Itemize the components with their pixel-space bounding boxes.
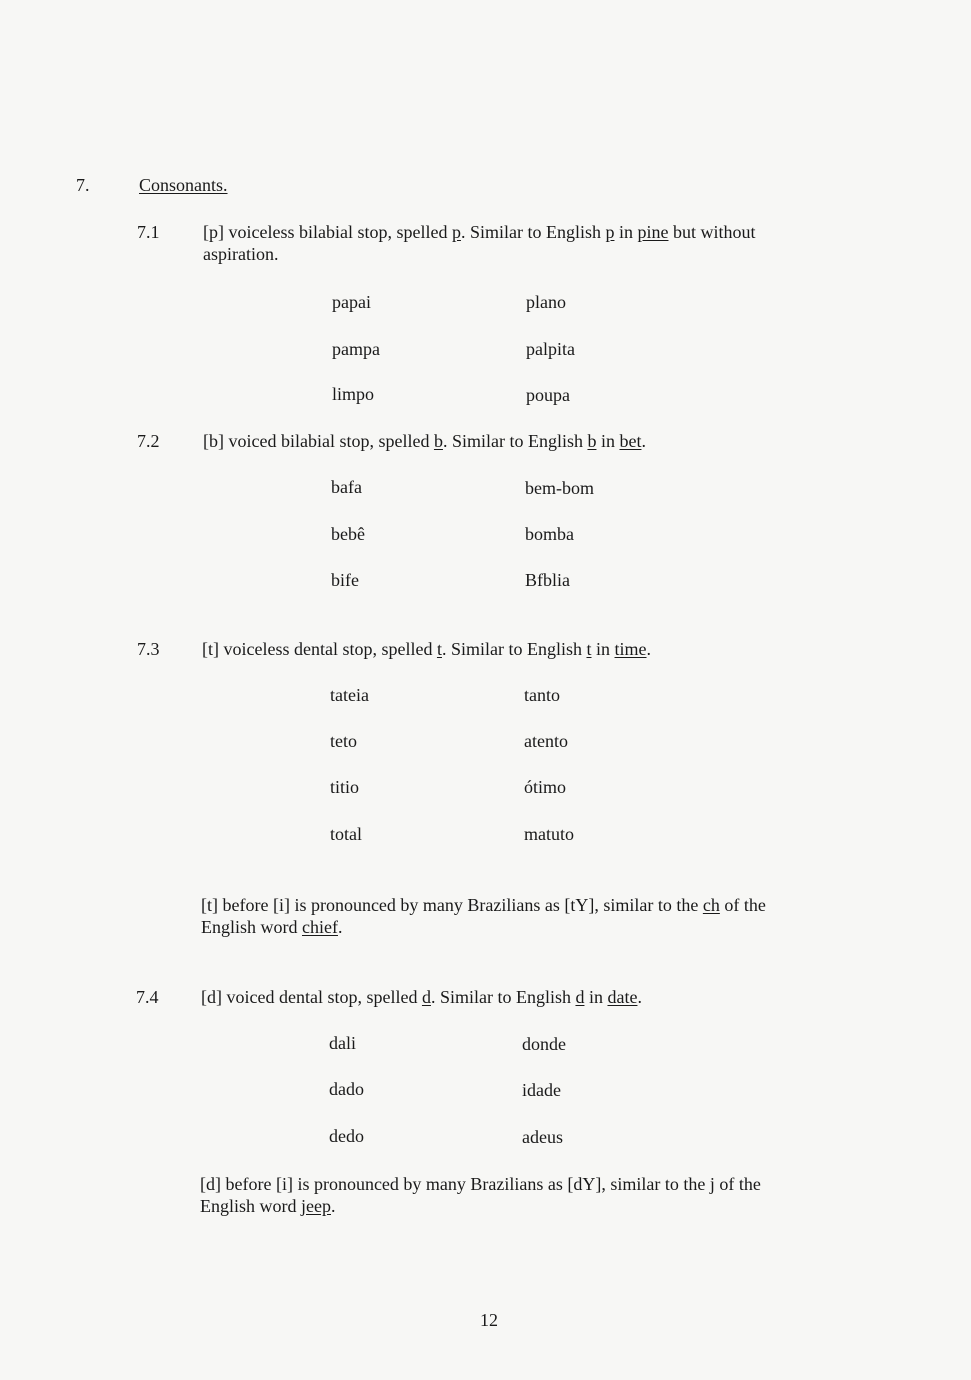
word-example: dali	[329, 1033, 356, 1053]
note-text: .	[337, 917, 343, 937]
word-example: idade	[522, 1080, 561, 1100]
desc-text: in	[614, 222, 638, 242]
chapter-title	[139, 174, 228, 196]
note-text: English word	[200, 1196, 301, 1216]
desc-text: [p] voiceless bilabial stop, spelled	[203, 222, 452, 242]
note-text: English word	[201, 917, 302, 937]
section-number: 7.1	[137, 222, 160, 242]
spelling-letter: d	[421, 987, 431, 1007]
desc-text: in	[584, 987, 608, 1007]
example-word: time	[614, 639, 647, 659]
word-example: bebê	[331, 524, 365, 544]
word-example: papai	[332, 292, 371, 312]
example-word: bet	[619, 431, 642, 451]
desc-text: [d] voiced dental stop, spelled	[201, 987, 422, 1007]
section-description	[203, 221, 756, 243]
desc-text: but without	[668, 222, 756, 242]
desc-text: .	[641, 431, 646, 451]
desc-text: in	[591, 639, 615, 659]
word-example: plano	[526, 292, 566, 312]
desc-text: . Similar to English	[430, 987, 576, 1007]
spelling-letter: b	[433, 431, 443, 451]
word-example: tanto	[524, 685, 560, 705]
section-number: 7.3	[137, 639, 160, 659]
desc-text: . Similar to English	[442, 431, 588, 451]
page-number: 12	[480, 1310, 498, 1330]
desc-text: .	[637, 987, 642, 1007]
word-example: bife	[331, 570, 359, 590]
pronunciation-note-line2	[200, 1195, 335, 1217]
word-example: poupa	[526, 385, 570, 405]
word-example: pampa	[332, 339, 380, 359]
word-example: donde	[522, 1034, 566, 1054]
word-example: teto	[330, 731, 357, 751]
word-example: bafa	[331, 477, 362, 497]
note-underlined: ch	[702, 895, 720, 915]
word-example: palpita	[526, 339, 575, 359]
spelling-letter: t	[436, 639, 442, 659]
word-example: dado	[329, 1079, 364, 1099]
note-underlined: chief	[302, 917, 338, 937]
desc-text: [t] voiceless dental stop, spelled	[202, 639, 437, 659]
note-text: [t] before [i] is pronounced by many Brazilians as [tY], similar to the	[201, 895, 703, 915]
example-word: date	[607, 987, 638, 1007]
english-letter: b	[587, 431, 597, 451]
word-example: bem-bom	[525, 478, 594, 498]
word-example: Bfblia	[525, 570, 570, 590]
pronunciation-note: [d] before [i] is pronounced by many Brazilians as [dY], similar to the j of the	[200, 1174, 761, 1194]
section-description	[203, 430, 646, 452]
desc-text: . Similar to English	[441, 639, 587, 659]
note-text: .	[330, 1196, 336, 1216]
section-number: 7.4	[136, 987, 159, 1007]
pronunciation-note-line2	[201, 916, 342, 938]
english-letter: t	[586, 639, 592, 659]
desc-text: . Similar to English	[460, 222, 606, 242]
section-number: 7.2	[137, 431, 160, 451]
example-word: pine	[637, 222, 669, 242]
word-example: tateia	[330, 685, 369, 705]
word-example: matuto	[524, 824, 574, 844]
note-underlined: jeep	[301, 1196, 331, 1216]
word-example: atento	[524, 731, 568, 751]
word-example: dedo	[329, 1126, 364, 1146]
word-example: titio	[330, 777, 360, 797]
desc-text: .	[646, 639, 652, 659]
section-description	[201, 986, 642, 1008]
english-letter: d	[575, 987, 585, 1007]
note-text: of the	[719, 895, 766, 915]
section-description-line2: aspiration.	[203, 244, 279, 264]
word-example: bomba	[525, 524, 574, 544]
word-example: limpo	[332, 384, 375, 404]
pronunciation-note	[201, 894, 766, 916]
chapter-title-text: Consonants.	[139, 175, 228, 195]
word-example: total	[330, 824, 362, 844]
chapter-number: 7.	[76, 175, 90, 195]
section-description	[202, 638, 651, 660]
word-example: ótimo	[524, 777, 567, 797]
desc-text: [b] voiced bilabial stop, spelled	[203, 431, 434, 451]
spelling-letter: p	[451, 222, 461, 242]
english-letter: p	[605, 222, 615, 242]
word-example: adeus	[522, 1127, 563, 1147]
desc-text: in	[596, 431, 620, 451]
